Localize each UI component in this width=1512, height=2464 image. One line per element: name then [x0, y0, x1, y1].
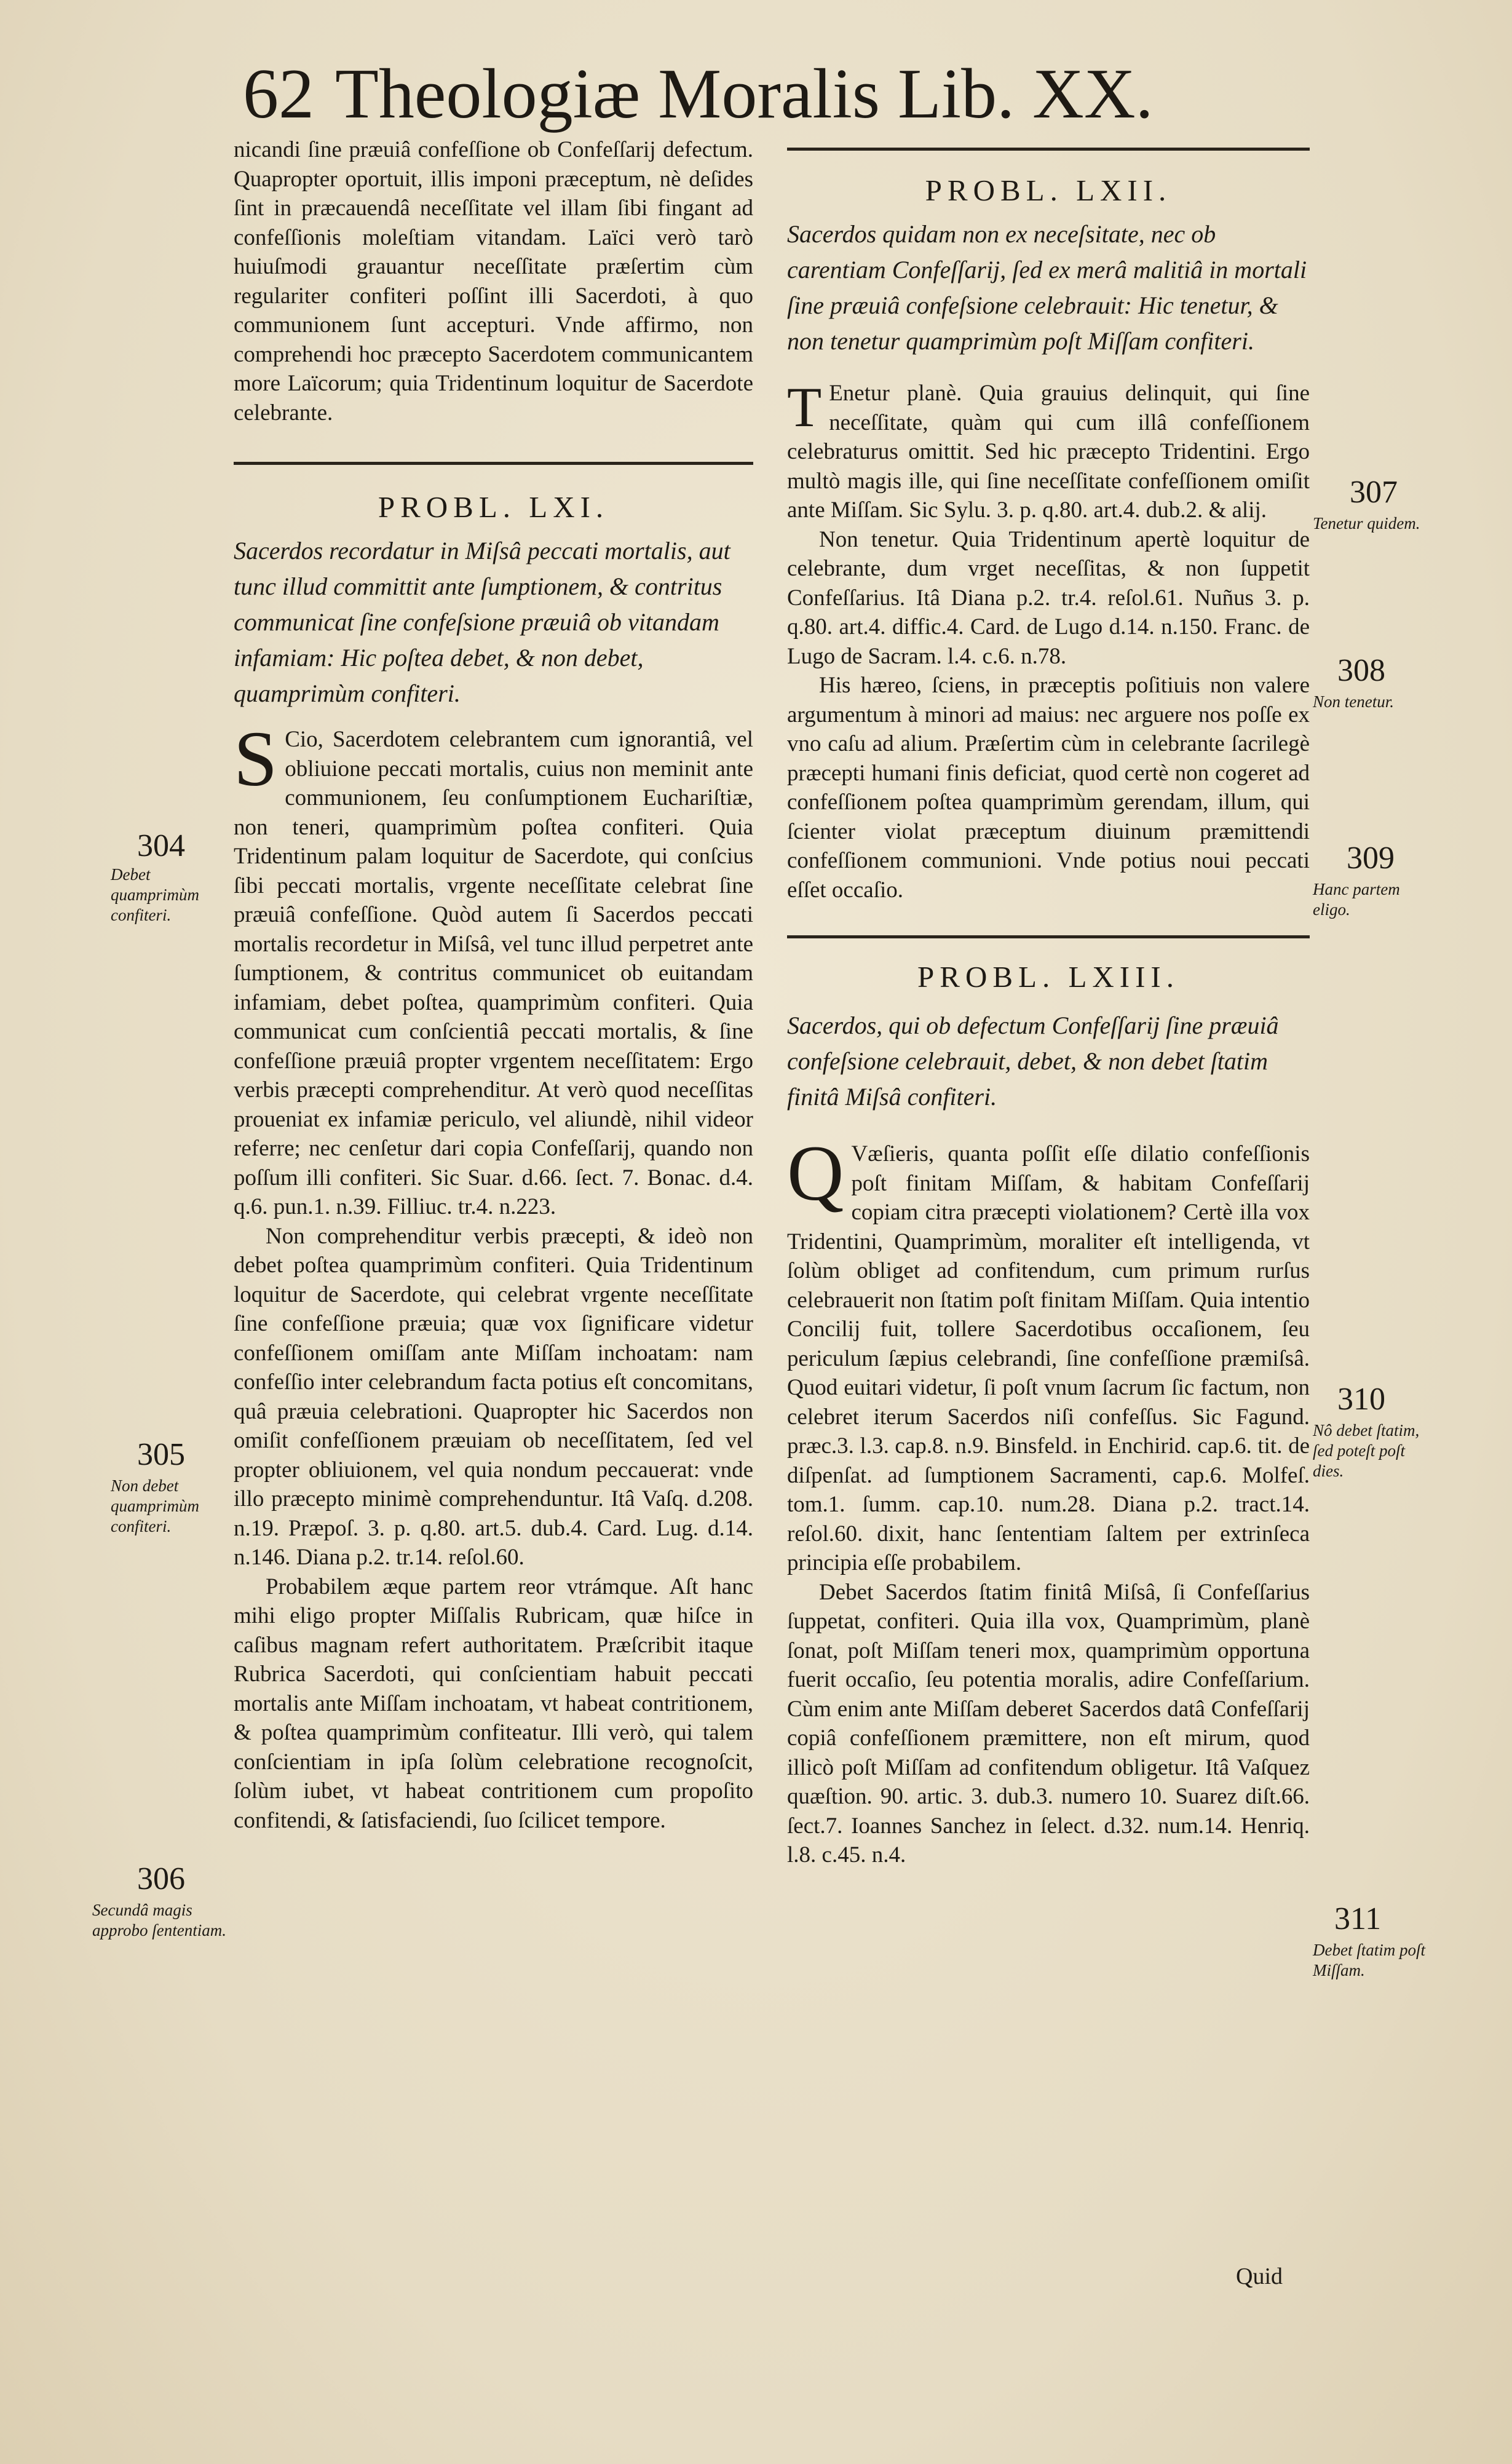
- paragraph-311: Debet Sacerdos ſtatim finitâ Miſsâ, ſi Confeſſarius ſuppetat, confiteri. Quia illa vox, Quamprimùm, planè ſonat, poſt Miſſam teneri mox, quamprimùm opportuna fuerit occaſio, ſeu potentia moralis, adire Confeſſarium. Cùm enim ante Miſſam deberet Sacerdos datâ Confeſſarij copiâ confeſſionem præmittere, non eſt mirum, quod illicò poſt Miſſam ad confitendum obligetur. Itâ Vaſquez quæſtion. 90. artic. 3. dub.3. numero 10. Suarez diſt.66. ſect.7. Ioannes Sanchez in ſelect. d.32. num.14. Henriq. l.8. c.45. n.4.: [787, 1579, 1310, 1868]
- margin-number-304: 304: [137, 828, 185, 863]
- margin-note-309: Hanc partem eligo.: [1313, 880, 1400, 919]
- probl-61-thesis: Sacerdos recordatur in Miſsâ peccati mortalis, aut tunc illud committit ante ſumptionem, & contritus communicat ſine confeſsione præuiâ ob vitandam infamiam: Hic poſtea debet, & non debet, quamprimùm confiteri.: [234, 537, 730, 707]
- margin-number-306: 306: [137, 1861, 185, 1896]
- margin-note-304: Debet quamprimùm confiteri.: [111, 865, 200, 924]
- section-rule: [234, 462, 753, 465]
- margin-note-306: Secundâ magis approbo ſententiam.: [92, 1901, 226, 1939]
- section-rule: [787, 148, 1310, 151]
- paragraph-307-text: Enetur planè. Quia grauius delinquit, qui ſine neceſſitate, quàm qui cum illâ confeſſionem celebraturus omittit. Sed hic præcepto Tridentini. Ergo multò magis ille, qui ſine neceſſitate confeſſionem omiſit ante Miſſam. Sic Sylu. 3. p. q.80. art.4. dub.2. & alij.: [787, 381, 1310, 523]
- running-title: Theologiæ Moralis Lib. XX.: [335, 55, 1154, 133]
- dropcap-307: T: [787, 376, 822, 438]
- probl-62-title: PROBL. LXII.: [925, 173, 1172, 207]
- section-rule: [787, 935, 1310, 938]
- paragraph-306: Probabilem æque partem reor vtrámque. Aſt hanc mihi eligo propter Miſſalis Rubricam, quæ hiſce in caſibus magnam refert authoritatem. Præſcribit itaque Rubrica Sacerdoti, qui conſcientiam habuit peccati mortalis ante Miſſam inchoatam, vt habeat contritionem, & poſtea quamprimùm confiteatur. Illi verò, qui talem conſcientiam in ipſa ſolùm celebratione recognoſcit, ſolùm iubet, vt habeat contritionem cum propoſito confitendi, & ſatisfaciendi, ſuo ſcilicet tempore.: [234, 1574, 753, 1833]
- catchword: Quid: [1236, 2264, 1283, 2289]
- margin-note-308: Non tenetur.: [1313, 692, 1394, 711]
- paragraph-305: Non comprehenditur verbis præcepti, & ideò non debet poſtea quamprimùm confiteri. Quia Tridentinum loquitur de Sacerdote, qui celebrat vrgente neceſſitate ſine confeſſione præuia; quæ vox ſignificare videtur confeſſionem omiſſam ante Miſſam inchoatam: nam confeſſio inter celebrandum facta potius eſt concomitans, quâ præuia celebrationi. Quapropter hic Sacerdos non omiſit confeſſionem præuiam ob neceſſitatem, ſed vel propter obliuionem, vel quia nondum peccauerat: vnde illo præcepto minimè comprehenduntur. Itâ Vaſq. d.208. n.19. Præpoſ. 3. p. q.80. art.5. dub.4. Card. Lug. d.14. n.146. Diana p.2. tr.14. reſol.60.: [234, 1223, 753, 1570]
- paragraph-304-text: Cio, Sacerdotem celebrantem cum ignorantiâ, vel obliuione peccati mortalis, cuius non meminit ante communionem, ſeu conſumptionem Euchariſtiæ, non teneri, quamprimùm poſtea confiteri. Quia Tridentinum palam loquitur de Sacerdote, qui conſcius ſibi peccati mortalis, vrgente neceſſitate celebrat ſine præuiâ confeſſione. Quòd autem ſi Sacerdos peccati mortalis recordetur in Miſsâ, vel tunc illud perpetret ante ſumptionem, & contritus communicet ob euitandam infamiam, debet poſtea, quamprimùm confiteri. Quia communicat cum conſcientiâ peccati mortalis, & ſine confeſſione præuiâ propter vrgentem neceſſitatem: Ergo verbis præcepti comprehenditur. At verò quod neceſſitas proueniat ex infamiæ periculo, vel aliundè, nihil videor referre; nec cenſetur dari copia Confeſſarij, quando non poſſum illi confiteri. Sic Suar. d.66. ſect. 7. Bonac. d.4. q.6. pun.1. n.39. Filliuc. tr.4. n.223.: [234, 727, 753, 1219]
- margin-note-311: Debet ſtatim poſt Miſſam.: [1313, 1941, 1425, 1979]
- paragraph-310-text: Væſieris, quanta poſſit eſſe dilatio confeſſionis poſt finitam Miſſam, & habitam Confeſſarij copiam citra præcepti violationem? Certè illa vox Tridentini, Quamprimùm, moraliter eſt intelligenda, vt ſolùm obliget ad confitendum, cum primum rurſus celebrauerit non ſtatim poſt finitam Miſſam. Quia intentio Concilij fuit, tollere Sacerdotibus occaſionem, ſeu periculum ſæpius celebrandi, ſine confeſſione præmiſsâ. Quod euitari videtur, ſi poſt vnum ſacrum ſic factum, non celebret iterum Sacerdos niſi confeſſus. Sic Fagund. præc.3. l.3. cap.8. n.9. Binsfeld. in Enchirid. cap.6. tit. de diſpenſat. ad ſumptionem Sacramenti, cap.6. Molfeſ. tom.1. ſumm. cap.10. num.28. Diana p.2. tract.14. reſol.60. dixit, hanc ſententiam ſaltem per extrinſeca principia eſſe probabilem.: [787, 1141, 1310, 1575]
- left-column: [234, 135, 753, 1835]
- margin-number-308: 308: [1337, 653, 1385, 688]
- paragraph-308: Non tenetur. Quia Tridentinum apertè loquitur de celebrante, dum vrget neceſſitas, & non ſuppetit Confeſſarius. Itâ Diana p.2. tr.4. reſol.61. Nuñus 3. p. q.80. art.4. diffic.4. Card. de Lugo d.14. n.150. Franc. de Lugo de Sacram. l.4. c.6. n.78.: [787, 526, 1310, 669]
- running-header: [243, 55, 1154, 133]
- paragraph-309: His hæreo, ſciens, in præceptis poſitiuis non valere argumentum à minori ad maius: nec arguere nos poſſe ex vno caſu ad alium. Præſertim cùm in celebrante ſacrilegè præcepti humani finis deficiat, quod certè non cogeret ad confeſſionem poſtea quamprimùm gerendam, illum, qui ſcienter violat præceptum diuinum præmittendi confeſſionem communioni. Vnde potius noui peccati eſſet occaſio.: [787, 673, 1310, 903]
- page-number: 62: [243, 55, 314, 133]
- margin-number-311: 311: [1334, 1901, 1382, 1936]
- probl-63-thesis: Sacerdos, qui ob defectum Confeſſarij ſine præuiâ confeſsione celebrauit, debet, & non debet ſtatim finitâ Miſsâ confiteri.: [787, 1012, 1279, 1111]
- dropcap-310: Q: [787, 1130, 844, 1217]
- margin-number-307: 307: [1350, 475, 1398, 510]
- paragraph-304: [234, 715, 753, 1222]
- dropcap-304: S: [234, 715, 278, 802]
- probl-61-title: PROBL. LXI.: [378, 490, 609, 524]
- margin-number-310: 310: [1337, 1382, 1385, 1417]
- margin-note-310: Nô debet ſtatim, ſed poteſt poſt dies.: [1313, 1421, 1420, 1480]
- paragraph-307: [787, 376, 1310, 525]
- probl-62-thesis: Sacerdos quidam non ex neceſsitate, nec ob carentiam Confeſſarij, ſed ex merâ malitiâ in mortali ſine præuiâ confeſsione celebrauit: Hic tenetur, & non tenetur quamprimùm poſt Miſſam confiteri.: [787, 220, 1307, 355]
- margin-number-309: 309: [1347, 841, 1395, 876]
- margin-note-307: Tenetur quidem.: [1313, 514, 1420, 533]
- margin-note-305: Non debet quamprimùm confiteri.: [111, 1476, 200, 1535]
- left-intro-paragraph: nicandi ſine præuiâ confeſſione ob Confeſſarij defectum. Quapropter oportuit, illis imponi præceptum, nè deſides ſint in præcauendâ neceſſitate vel illam ſibi fingant ad confeſſionis moleſtiam vitandam. Laïci verò tarò huiuſmodi grauantur neceſſitate præſertim cùm regulariter confiteri poſſint illi Sacerdoti, à quo communionem ſunt accepturi. Vnde affirmo, non comprehendi hoc præcepto Sacerdotem communicantem more Laïcorum; quia Tridentinum loquitur de Sacerdote celebrante.: [234, 137, 753, 426]
- right-column: [787, 135, 1310, 1870]
- margin-number-305: 305: [137, 1437, 185, 1472]
- paragraph-310: [787, 1130, 1310, 1578]
- probl-63-title: PROBL. LXIII.: [917, 960, 1179, 994]
